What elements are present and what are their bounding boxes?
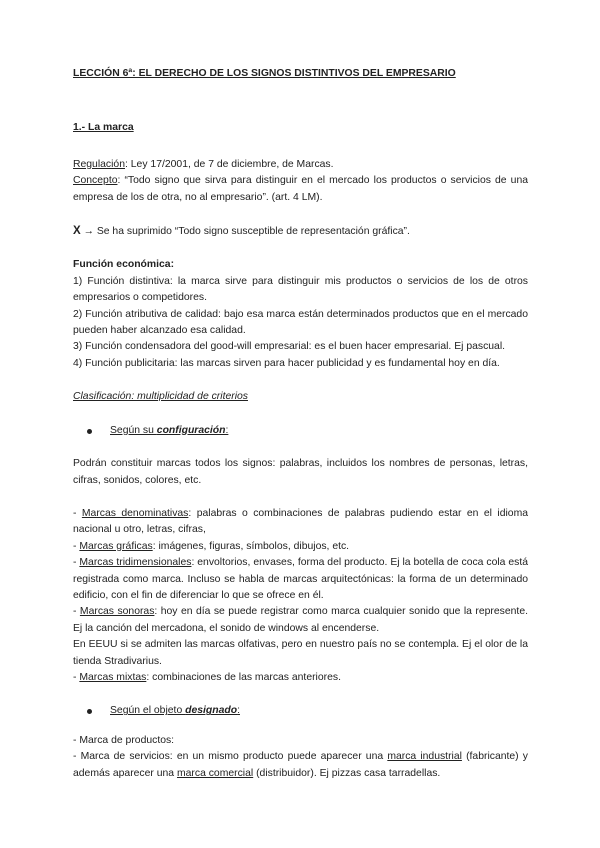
clasificacion-heading: Clasificación: multiplicidad de criterios (73, 391, 248, 403)
marca-comercial: marca comercial (176, 767, 254, 779)
servicios-paragraph: - Marca de servicios: en un mismo producto puede aparecer una marca industrial (fabricante) y además aparecer una marca comercial (distribuidor). Ej pizzas casa tarradellas. (73, 751, 528, 779)
productos-line: - Marca de productos: (73, 734, 175, 746)
funcion-heading: Función económica: (73, 259, 175, 271)
bullet-designado (73, 703, 528, 719)
concepto-text: : “Todo signo que sirva para distinguir en el mercado los productos o servicios de una empresa de los de otra, no al empresario”. (art. 4 LM). (73, 175, 528, 203)
note-line (73, 223, 528, 240)
section-heading: 1.- La marca (73, 122, 134, 134)
concepto-paragraph (73, 173, 528, 206)
concepto-label: Concepto (73, 175, 118, 187)
cross-icon: X (73, 225, 81, 238)
tipo-label: Marcas sonoras (79, 606, 155, 618)
document-content (73, 66, 528, 782)
bullet-prefix: Según su (110, 424, 157, 436)
bullet-configuracion (73, 423, 528, 439)
tipo-label: Marcas mixtas (79, 671, 147, 683)
regulacion-line (73, 157, 528, 173)
bullet-keyword: designado (185, 705, 238, 717)
tipo-item: - Marcas gráficas: imágenes, figuras, símbolos, dibujos, etc. (73, 540, 350, 552)
bullet-icon (87, 429, 92, 434)
bullet-prefix: Según el objeto (110, 705, 186, 717)
bullet-suffix: : (237, 705, 240, 717)
tipo-item: - Marcas mixtas: combinaciones de las marcas anteriores. (73, 671, 341, 683)
funcion-item: 3) Función condensadora del good-will empresarial: es el buen hacer empresarial. Ej pascual. (73, 341, 506, 353)
funcion-item: 2) Función atributiva de calidad: bajo esa marca están determinados productos que en el mercado pueden haber alcanzado esa calidad. (73, 308, 528, 337)
regulacion-text: : Ley 17/2001, de 7 de diciembre, de Marcas. (125, 158, 334, 170)
bullet-suffix: : (225, 424, 229, 436)
eeuu-paragraph: En EEUU si se admiten las marcas olfativas, pero en nuestro país no se contempla. Ej el olor de la tienda Stradivarius. (73, 639, 528, 667)
tipo-label: Marcas gráficas (79, 540, 153, 552)
funcion-item: 4) Función publicitaria: las marcas sirven para hacer publicidad y es fundamental hoy en día. (73, 357, 500, 369)
bullet-keyword: configuración (156, 424, 226, 436)
note-text: Se ha suprimido “Todo signo susceptible de representación gráfica”. (93, 226, 410, 238)
funcion-item: 1) Función distintiva: la marca sirve para distinguir mis productos o servicios de los de otros empresarios o competidores. (73, 275, 528, 304)
configuracion-intro: Podrán constituir marcas todos los signos: palabras, incluidos los nombres de personas, letras, cifras, sonidos, colores, etc. (73, 458, 528, 486)
tipo-item: - Marcas tridimensionales: envoltorios, envases, forma del producto. Ej la botella de coca cola está registrada como marca. Incluso se habla de marcas arquitectónicas: la forma de un determinado edificio, con el fin de diferenciar lo que se ofrece en él. (73, 557, 528, 601)
marca-industrial: marca industrial (387, 751, 462, 763)
tipo-label: Marcas denominativas (81, 507, 189, 519)
tipo-label: Marcas tridimensionales (79, 557, 192, 569)
tipo-item: - Marcas denominativas: palabras o combinaciones de palabras pudiendo estar en el idioma nacional u otro, letras, cifras, (73, 507, 528, 536)
tipo-item: - Marcas sonoras: hoy en día se puede registrar como marca cualquier sonido que la represente. Ej la canción del mercadona, el sonido de windows al encenderse. (73, 606, 528, 634)
arrow-icon: → (83, 226, 94, 238)
regulacion-label: Regulación (73, 158, 125, 170)
document-title: LECCIÓN 6ª: EL DERECHO DE LOS SIGNOS DISTINTIVOS DEL EMPRESARIO (73, 68, 456, 79)
